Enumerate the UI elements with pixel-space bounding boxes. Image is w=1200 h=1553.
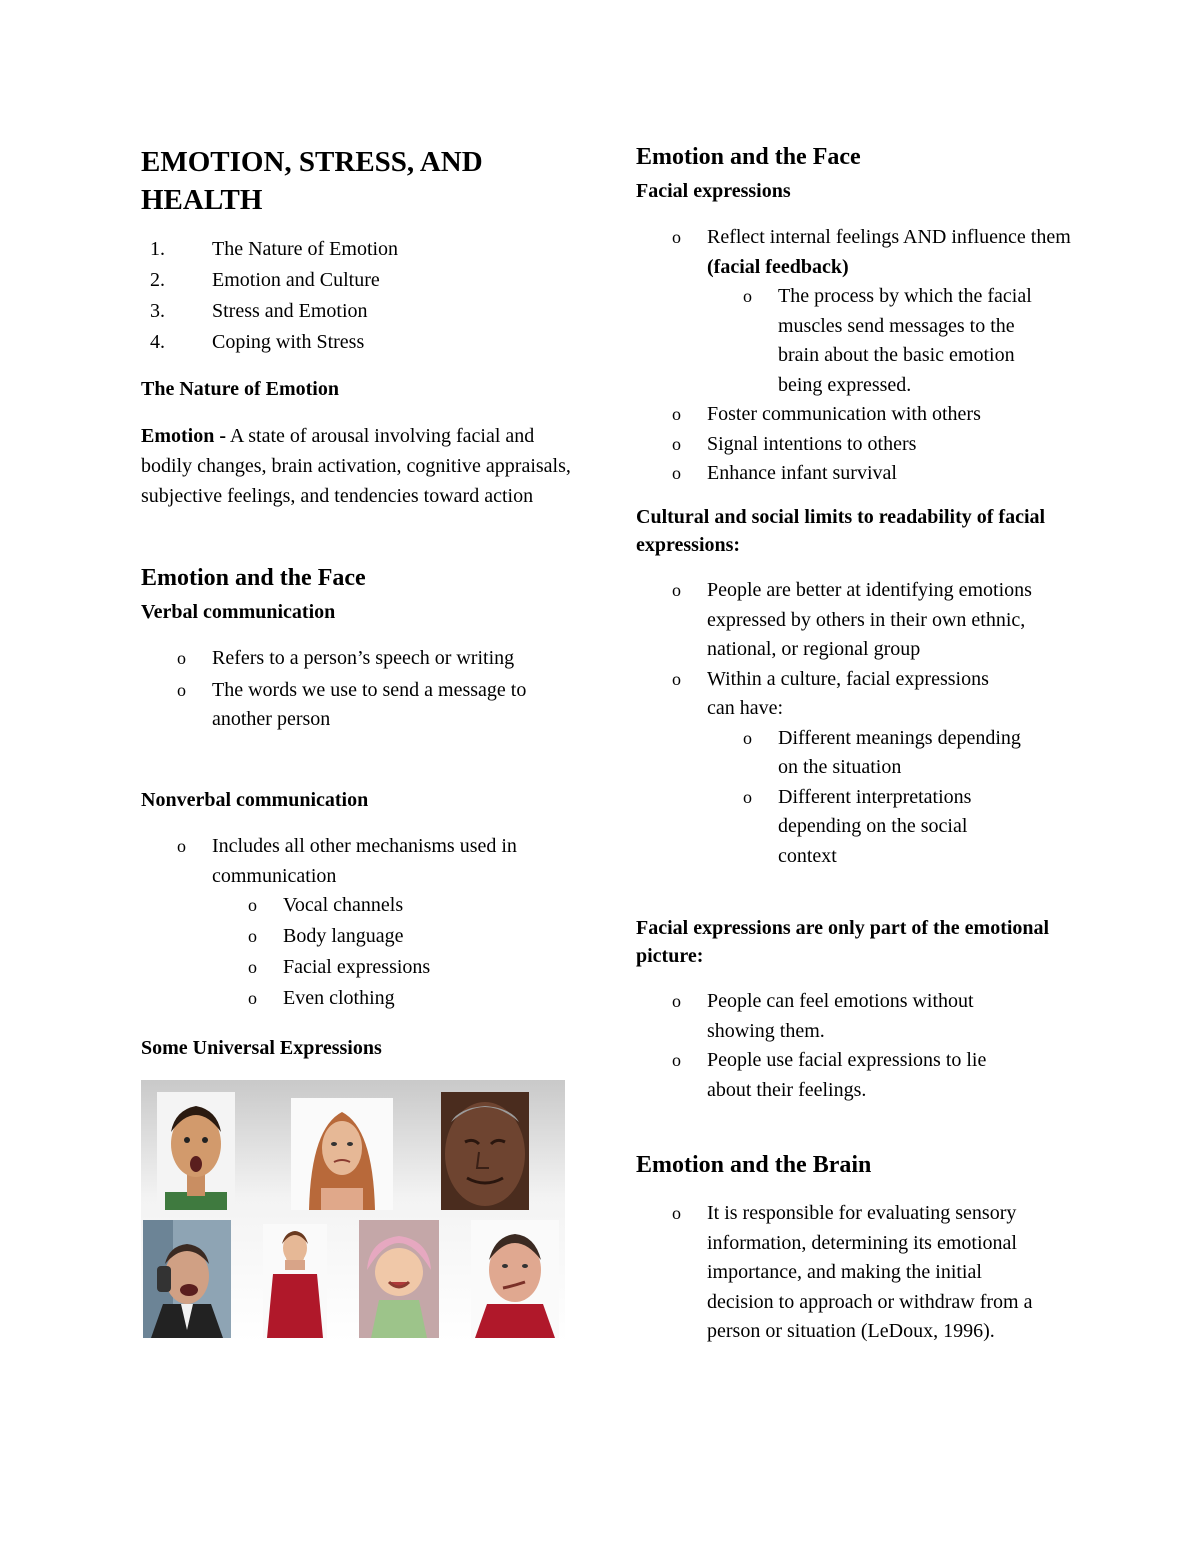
- emotion-definition: [141, 421, 571, 511]
- list-item: o Even clothing: [177, 984, 577, 1015]
- partial-list: [672, 987, 1072, 1105]
- list-item: o The process by which the facial muscles send messages to the brain about the basic emotion being expressed.: [672, 282, 1058, 400]
- bullet-icon: o: [743, 727, 752, 748]
- cultural-heading: Cultural and social limits to readability of facial expressions:: [636, 506, 1046, 556]
- face-heading-left: Emotion and the Face: [141, 565, 366, 591]
- bullet-icon: o: [672, 463, 681, 483]
- definition-text: A state of arousal involving facial and bodily changes, brain activation, cognitive appraisals, subjective feelings, and tendencies toward action: [141, 425, 571, 507]
- list-item: o Facial expressions: [177, 953, 577, 984]
- contempt-man-photo: [471, 1220, 559, 1338]
- bullet-icon: o: [672, 433, 681, 454]
- bullet-icon: o: [672, 1050, 681, 1070]
- nonverbal-list: [177, 832, 577, 1015]
- toc-item[interactable]: The Nature of Emotion: [212, 238, 399, 260]
- toc-item[interactable]: Stress and Emotion: [212, 300, 368, 322]
- facial-expressions-heading: Facial expressions: [636, 180, 791, 202]
- list-item: o Refers to a person’s speech or writing: [177, 644, 577, 674]
- face-heading-right: Emotion and the Face: [636, 144, 861, 170]
- list-item: o Within a culture, facial expressions can have:: [672, 665, 1017, 724]
- page-title: EMOTION, STRESS, AND HEALTH: [141, 146, 483, 216]
- bullet-icon: o: [177, 648, 186, 668]
- bullet-icon: o: [177, 836, 186, 856]
- disgusted-woman-photo: [291, 1098, 393, 1210]
- bullet-icon: o: [177, 679, 186, 700]
- bullet-icon: o: [248, 988, 257, 1008]
- list-item: o Enhance infant survival: [672, 459, 1082, 489]
- toc-item[interactable]: Emotion and Culture: [212, 269, 380, 291]
- bullet-icon: o: [672, 404, 681, 424]
- bullet-icon: o: [672, 668, 681, 689]
- nature-heading: The Nature of Emotion: [141, 378, 339, 400]
- emotion-term: Emotion -: [141, 425, 226, 447]
- partial-picture-heading: Facial expressions are only part of the emotional picture:: [636, 917, 1050, 967]
- bullet-icon: o: [248, 895, 257, 915]
- list-item: o Reflect internal feelings AND influence them (facial feedback): [672, 223, 1082, 282]
- brain-list: [672, 1199, 1072, 1347]
- universal-heading: Some Universal Expressions: [141, 1037, 382, 1059]
- bullet-icon: o: [248, 957, 257, 977]
- list-item: o Includes all other mechanisms used in communication: [177, 832, 577, 891]
- angry-man-phone-photo: [143, 1220, 231, 1338]
- brain-heading: Emotion and the Brain: [636, 1152, 872, 1178]
- nonverbal-heading: Nonverbal communication: [141, 789, 369, 811]
- toc-item[interactable]: Coping with Stress: [212, 331, 365, 353]
- bullet-icon: o: [672, 580, 681, 600]
- bullet-icon: o: [248, 926, 257, 946]
- bullet-icon: o: [672, 227, 681, 247]
- list-item: o People use facial expressions to lie about their feelings.: [672, 1046, 1027, 1105]
- bullet-icon: o: [672, 991, 681, 1011]
- facial-list: [672, 223, 1082, 489]
- list-item: o People can feel emotions without showing them.: [672, 987, 1007, 1046]
- list-item: o Body language: [177, 922, 577, 953]
- fearful-woman-photo: [263, 1224, 327, 1338]
- verbal-heading: Verbal communication: [141, 601, 336, 623]
- bullet-icon: o: [743, 786, 752, 807]
- verbal-list: [177, 644, 577, 735]
- happy-baby-photo: [359, 1220, 439, 1338]
- list-item: o It is responsible for evaluating sensory information, determining its emotional importance, and making the initial decision to approach or withdraw from a person or situation (LeDoux, 1996).: [672, 1199, 1047, 1347]
- surprised-face-photo: [157, 1092, 235, 1210]
- list-item: o Foster communication with others: [672, 400, 1082, 430]
- universal-expressions-collage: [141, 1080, 565, 1342]
- bullet-icon: o: [743, 286, 752, 306]
- list-item: o People are better at identifying emotions expressed by others in their own ethnic, national, or regional group: [672, 576, 1072, 665]
- cultural-list: [672, 576, 1072, 871]
- list-item: o Different interpretations depending on the social context: [672, 783, 1018, 872]
- bullet-icon: o: [672, 1203, 681, 1223]
- list-item: o Different meanings depending on the situation: [672, 724, 1028, 783]
- list-item: o Signal intentions to others: [672, 430, 1082, 460]
- pained-man-photo: [441, 1092, 529, 1210]
- list-item: o The words we use to send a message to another person: [177, 676, 577, 735]
- list-item: o Vocal channels: [177, 891, 577, 922]
